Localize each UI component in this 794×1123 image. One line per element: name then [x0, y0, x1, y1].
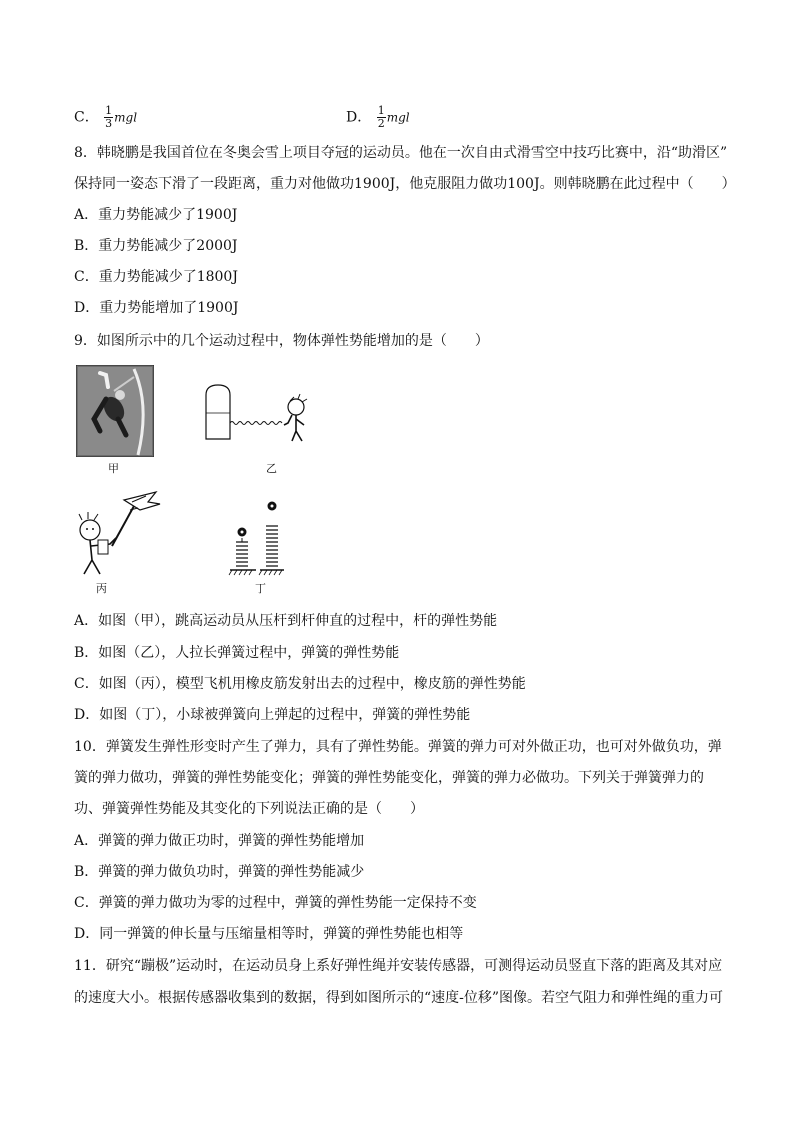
q10-stem-line3: 功、弹簧弹性势能及其变化的下列说法正确的是（ ） — [74, 801, 424, 817]
q11-stem-line1: 11．研究“蹦极”运动时，在运动员身上系好弹性绳并安装传感器，可测得运动员竖直下落的距离及其对应 — [74, 958, 723, 974]
q7-option-c — [74, 105, 137, 130]
figure-jia-pole-vault — [76, 365, 154, 457]
q7-option-d-numerator: 1 — [377, 104, 385, 117]
q7-option-c-numerator: 1 — [105, 104, 113, 117]
q9-option-a: A．如图（甲），跳高运动员从压杆到杆伸直的过程中，杆的弹性势能 — [74, 613, 498, 629]
q8-option-a: A．重力势能减少了1900J — [74, 207, 238, 223]
q8-option-c: C．重力势能减少了1800J — [74, 269, 238, 285]
q7-option-c-denominator: 3 — [105, 117, 113, 130]
q10-option-a: A．弹簧的弹力做正功时，弹簧的弹性势能增加 — [74, 833, 365, 849]
q10-stem-line2: 簧的弹力做功，弹簧的弹性势能变化；弹簧的弹性势能变化，弹簧的弹力必做功。下列关于弹簧弹力的 — [74, 770, 704, 786]
q7-option-c-expr: mgl — [114, 110, 138, 125]
figure-yi-spring-pull — [200, 383, 318, 445]
q7-option-d-denominator: 2 — [377, 117, 385, 130]
q8-option-d: D．重力势能增加了1900J — [74, 300, 239, 316]
q8-stem-line2: 保持同一姿态下滑了一段距离，重力对他做功1900J，他克服阻力做功100J。则韩晓鹏在此过程中（ ） — [74, 176, 736, 192]
q10-option-d: D．同一弹簧的伸长量与压缩量相等时，弹簧的弹性势能也相等 — [74, 926, 464, 942]
q8-option-b: B．重力势能减少了2000J — [74, 238, 238, 254]
figure-jia-caption: 甲 — [108, 462, 119, 475]
q8-stem-line1: 8．韩晓鹏是我国首位在冬奥会雪上项目夺冠的运动员。他在一次自由式滑雪空中技巧比赛中，沿“助滑区” — [74, 145, 728, 161]
q9-option-b: B．如图（乙），人拉长弹簧过程中，弹簧的弹性势能 — [74, 645, 400, 661]
q7-option-d — [346, 105, 410, 130]
q9-option-c: C．如图（丙），模型飞机用橡皮筋发射出去的过程中，橡皮筋的弹性势能 — [74, 676, 526, 692]
q10-option-b: B．弹簧的弹力做负功时，弹簧的弹性势能减少 — [74, 864, 365, 880]
figure-yi-caption: 乙 — [266, 462, 277, 475]
q7-option-d-fraction — [377, 105, 386, 130]
q7-option-d-label: D． — [346, 109, 372, 126]
q7-option-c-label: C． — [74, 109, 99, 126]
q7-options-cd — [74, 105, 734, 135]
q10-option-c: C．弹簧的弹力做功为零的过程中，弹簧的弹性势能一定保持不变 — [74, 895, 477, 911]
figure-ding-spring-ball — [228, 498, 286, 578]
q7-option-c-fraction — [104, 105, 113, 130]
q10-stem-line1: 10．弹簧发生弹性形变时产生了弹力，具有了弹性势能。弹簧的弹力可对外做正功，也可对外做负功，弹 — [74, 739, 722, 755]
q9-stem: 9．如图所示中的几个运动过程中，物体弹性势能增加的是（ ） — [74, 333, 489, 349]
figure-bing-caption: 丙 — [96, 582, 107, 595]
q11-stem-line2: 的速度大小。根据传感器收集到的数据，得到如图所示的“速度-位移”图像。若空气阻力和弹性绳的重力可 — [74, 990, 724, 1006]
figure-bing-model-plane — [74, 490, 166, 576]
q7-option-d-expr: mgl — [386, 110, 410, 125]
figure-ding-caption: 丁 — [255, 582, 266, 595]
q9-option-d: D．如图（丁），小球被弹簧向上弹起的过程中，弹簧的弹性势能 — [74, 707, 471, 723]
